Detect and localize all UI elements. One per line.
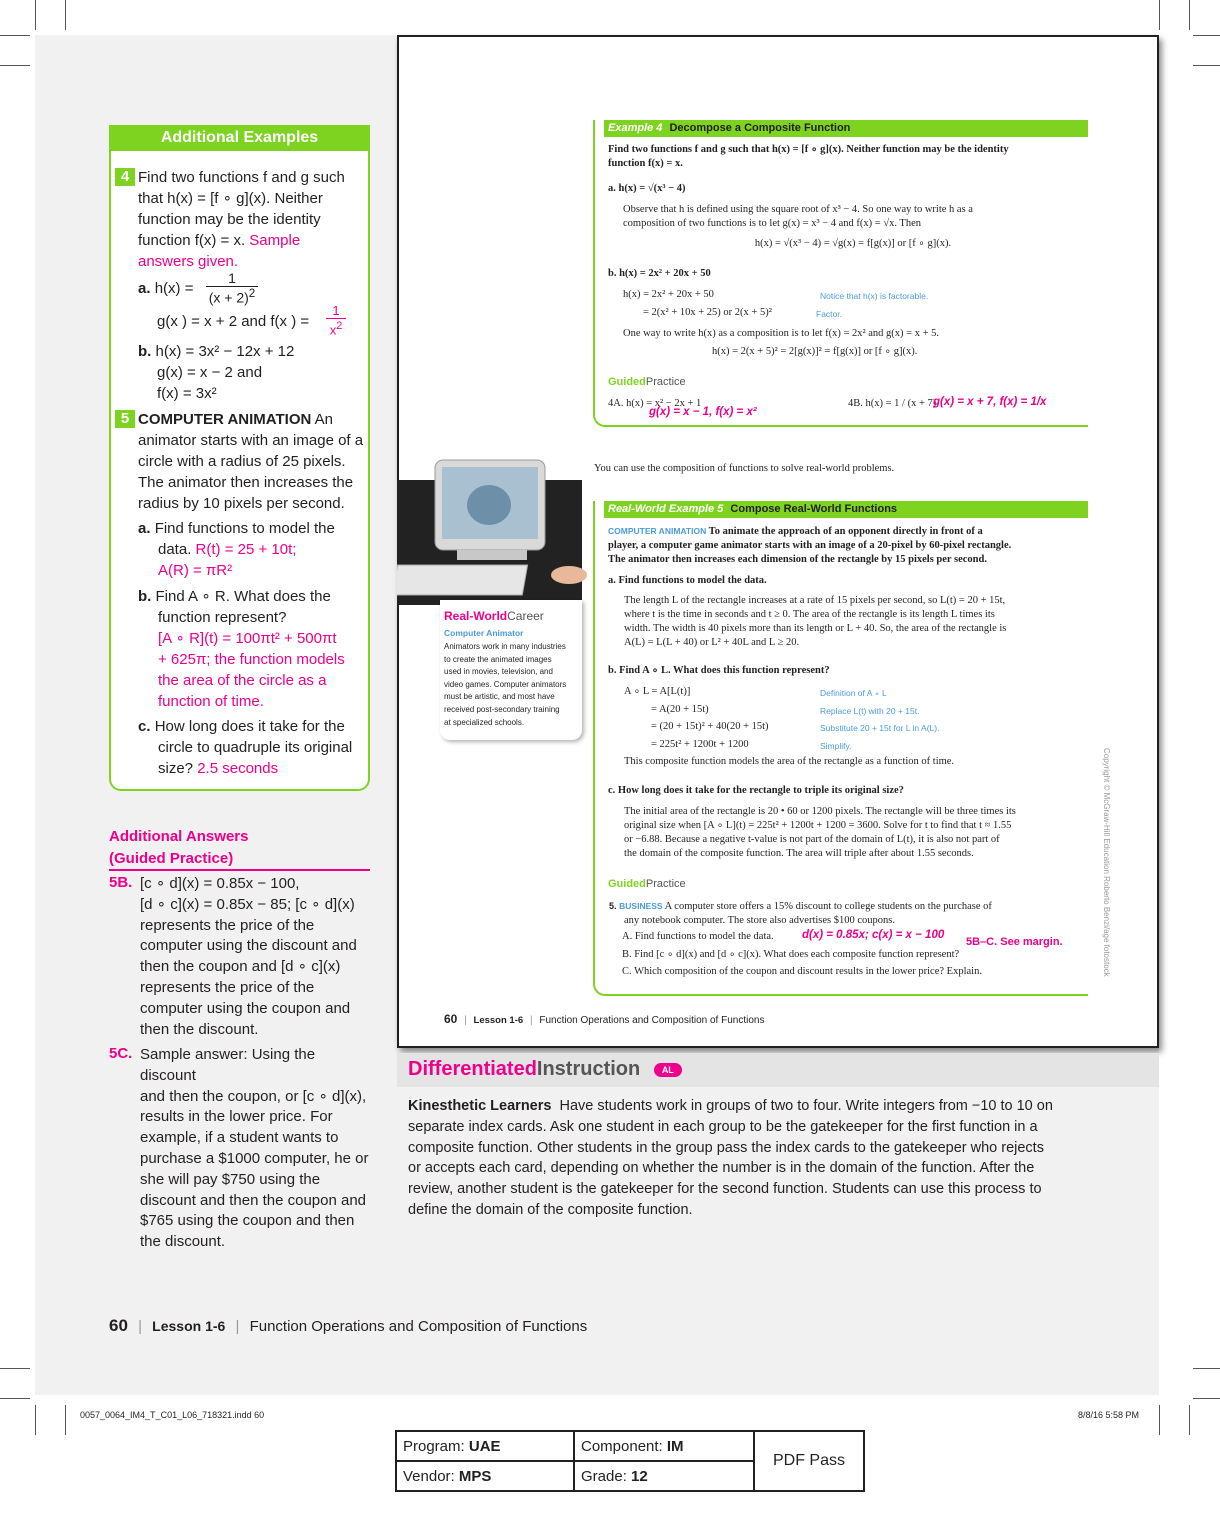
career-title: Real-WorldCareer bbox=[444, 609, 544, 623]
guided-practice-heading: GuidedPractice bbox=[608, 376, 686, 388]
crop-mark bbox=[1159, 0, 1160, 30]
guided-5: 5. BUSINESS A computer store offers a 15% discount to college students on the purchase of any notebook computer. The store also advertises $100 coupons. bbox=[609, 901, 992, 926]
screen-figure bbox=[467, 485, 511, 525]
example-4-prompt: Find two functions f and g such that h(x) = [f ∘ g](x). Neither function may be the identity function f(x) = x. Sample answers given. bbox=[138, 169, 345, 270]
crop-mark bbox=[65, 0, 66, 30]
example-number: 5 bbox=[115, 410, 135, 428]
guided-5a: A. Find functions to model the data. bbox=[622, 931, 774, 942]
crop-mark bbox=[35, 1405, 36, 1435]
part-c-body: The initial area of the rectangle is 20 • 60 or 1200 pixels. The rectangle will be three times its original size when [A ∘ L](t) = 225t² + 1200t + 1200 = 3600. Solve for t to find that t ≈ 1.55 or −6.88. Because a negative t-value is not part of the domain of L(t), it is also not part of the domain of the composite function. The area will triple after about 1.55 seconds. bbox=[624, 806, 1016, 859]
part-a-head: a. h(x) = √(x³ − 4) bbox=[608, 183, 686, 194]
part-b-step2: = 2(x² + 10x + 25) or 2(x + 5)² bbox=[643, 307, 772, 318]
crop-mark bbox=[1189, 1405, 1190, 1435]
crop-mark bbox=[1159, 1405, 1160, 1435]
copyright-vertical: Copyright © McGraw-Hill Education Roberto Benzi/age fotostock bbox=[1102, 748, 1111, 977]
differentiated-instruction-title: DifferentiatedInstruction AL bbox=[408, 1058, 682, 1081]
monitor-base bbox=[457, 550, 527, 560]
career-text: Animators work in many industries to create the animated images used in movies, television, and video games. Computer animators must be artistic, and most have received post-secondary training at specialized schools. bbox=[444, 642, 567, 727]
vendor-cell: Vendor: MPS bbox=[396, 1461, 574, 1491]
part-b-step1: h(x) = 2x² + 20x + 50 bbox=[623, 289, 714, 300]
crop-mark bbox=[0, 65, 30, 66]
component-cell: Component: IM bbox=[574, 1431, 754, 1461]
computer-illustration bbox=[397, 455, 587, 605]
fraction-4a-answer: 1 $x^2$ bbox=[326, 303, 346, 337]
guided-4a-answer: g(x) = x − 1, f(x) = x² bbox=[649, 406, 757, 418]
guided-5c: C. Which composition of the coupon and discount results in the lower price? Explain. bbox=[622, 966, 982, 977]
career-subtitle: Computer Animator bbox=[444, 628, 524, 638]
crop-mark bbox=[1193, 1398, 1220, 1399]
example-4a: a. h(x) = bbox=[138, 280, 194, 297]
see-margin-note: 5B–C. See margin. bbox=[966, 936, 1063, 948]
answer-5c: Sample answer: Using the discount and then the coupon, or [c ∘ d](x), results in the lower price. For example, if a student wants to purchase a $1000 computer, he or she will pay $750 using the discount and then the coupon and $765 using the coupon and then the discount. bbox=[140, 1046, 369, 1251]
page-footer: 60 | Lesson 1-6 | Function Operations and Composition of Functions bbox=[444, 1012, 765, 1026]
guided-4a: 4A. h(x) = x² − 2x + 1 bbox=[608, 398, 702, 409]
guided-5a-answer: d(x) = 0.85x; c(x) = x − 100 bbox=[802, 929, 945, 941]
keyboard bbox=[397, 565, 528, 595]
crop-mark bbox=[1189, 0, 1190, 30]
answer-4a: g(x ) = x + 2 and f(x ) = bbox=[157, 313, 310, 330]
guided-practice-heading: GuidedPractice bbox=[608, 878, 686, 890]
grade-cell: Grade: 12 bbox=[574, 1461, 754, 1491]
crop-mark bbox=[1193, 65, 1220, 66]
answer-5b: [c ∘ d](x) = 0.85x − 100, [d ∘ c](x) = 0.85x − 85; [c ∘ d](x) represents the price of the computer using the discount and then the coupon and [d ∘ c](x) represents the price of the computer using the coupon and then the discount. bbox=[140, 875, 357, 1038]
crop-mark bbox=[0, 35, 30, 36]
step: = A(20 + 15t) bbox=[651, 704, 709, 715]
example-4-bar: Example 4 Decompose a Composite Function bbox=[604, 120, 1088, 137]
answer-5b-label: 5B. bbox=[109, 874, 133, 891]
crop-mark bbox=[35, 0, 36, 30]
status-cell: PDF Pass bbox=[754, 1431, 864, 1491]
part-c-head: c. How long does it take for the rectangle to triple its original size? bbox=[608, 785, 904, 796]
step-note: Factor. bbox=[816, 309, 842, 319]
page-footer: 60 | Lesson 1-6 | Function Operations and Composition of Functions bbox=[109, 1316, 588, 1335]
file-date: 8/8/16 5:58 PM bbox=[1078, 1410, 1140, 1420]
step-note: Simplify. bbox=[820, 741, 852, 751]
example-4-prompt: Find two functions f and g such that h(x) = [f ∘ g](x). Neither function may be the identity function f(x) = x. bbox=[608, 144, 1009, 169]
part-b-head: b. Find A ∘ L. What does this function represent? bbox=[608, 665, 830, 676]
answer-4b: g(x) = x − 2 and f(x) = 3x² bbox=[157, 364, 263, 402]
differentiated-instruction-body: Kinesthetic Learners Have students work in groups of two to four. Write integers from −10 to 10 on separate index cards. Ask one student in each group to be the gatekeeper for the first function in a composite function. Other students in the group pass the index cards to the gatekeeper who rejects or accepts each card, depending on whether the number is in the domain of the function. After the review, another student is the gatekeeper for the second function. Students can use this process to define the domain of the composite function. bbox=[408, 1098, 1053, 1218]
part-a-head: a. Find functions to model the data. bbox=[608, 575, 767, 586]
additional-answers-title: Additional Answers (Guided Practice) bbox=[109, 828, 249, 867]
step: = 225t² + 1200t + 1200 bbox=[651, 739, 749, 750]
crop-mark bbox=[0, 1368, 30, 1369]
guided-4b-answer: g(x) = x + 7, f(x) = 1/x bbox=[933, 396, 1047, 408]
step: = (20 + 15t)² + 40(20 + 15t) bbox=[651, 721, 769, 732]
step-note: Notice that h(x) is factorable. bbox=[820, 291, 929, 301]
guided-4b: 4B. h(x) = 1 / (x + 7) bbox=[848, 398, 937, 409]
fraction-4a: 1 $(x + 2)^2$ bbox=[206, 270, 258, 306]
part-b-step3: One way to write h(x) as a composition is to let f(x) = 2x² and g(x) = x + 5. bbox=[623, 328, 940, 339]
step-note: Definition of A ∘ L bbox=[820, 688, 887, 698]
crop-mark bbox=[1193, 35, 1220, 36]
crop-mark bbox=[0, 1398, 30, 1399]
file-name: 0057_0064_IM4_T_C01_L06_718321.indd 60 bbox=[80, 1410, 265, 1420]
step-conclusion: This composite function models the area of the rectangle as a function of time. bbox=[624, 756, 955, 767]
production-slug-table bbox=[395, 1430, 865, 1492]
part-b-step4: h(x) = 2(x + 5)² = 2[g(x)]² = f[g(x)] or [f ∘ g](x). bbox=[712, 346, 918, 357]
crop-mark bbox=[1193, 1368, 1220, 1369]
step-note: Replace L(t) with 20 + 15t. bbox=[820, 706, 920, 716]
bridge-text: You can use the composition of functions to solve real-world problems. bbox=[594, 463, 895, 474]
example-5-prompt: COMPUTER ANIMATION To animate the approach of an opponent directly in front of a player, a computer game animator starts with an image of a 20-pixel by 60-pixel rectangle. The animator then increases each dimension of the rectangle by 15 pixels per second. bbox=[608, 526, 1012, 565]
example-5b: b. Find A ∘ R. What does the function represent? [A ∘ R](t) = 100πt² + 500πt + 625π; the function models the area of the circle as a function of time. bbox=[138, 588, 345, 710]
example-5a: a. Find functions to model the data. R(t) = 25 + 10t; A(R) = πR² bbox=[138, 520, 335, 579]
guided-5b: B. Find [c ∘ d](x) and [d ∘ c](x). What does each composite function represent? bbox=[622, 949, 960, 960]
crop-mark bbox=[65, 1405, 66, 1435]
example-4b: b. h(x) = 3x² − 12x + 12 bbox=[138, 343, 295, 360]
example-5-prompt: COMPUTER ANIMATION An animator starts with an image of a circle with a radius of 25 pixels. The animator then increases the radius by 10 pixels per second. bbox=[138, 411, 364, 512]
level-badge: AL bbox=[654, 1063, 682, 1077]
step-note: Substitute 20 + 15t for L in A(L). bbox=[820, 723, 940, 733]
part-a-body: Observe that h is defined using the square root of x³ − 4. So one way to write h as a composition of two functions is to let g(x) = x³ − 4 and f(x) = √x. Then h(x) = √(x³ − 4) = √g(x) = f[g(x)] or [f ∘ g](x). bbox=[623, 204, 973, 249]
part-b-head: b. h(x) = 2x² + 20x + 50 bbox=[608, 268, 711, 279]
answer-5c-label: 5C. bbox=[109, 1045, 133, 1062]
program-cell: Program: UAE bbox=[396, 1431, 574, 1461]
divider bbox=[109, 869, 370, 871]
additional-examples-title: Additional Examples bbox=[109, 125, 370, 151]
part-a-body: The length L of the rectangle increases at a rate of 15 pixels per second, so L(t) = 20 + 15t, where t is the time in seconds and t ≥ 0. The area of the rectangle is its length L times its width. The width is 40 pixels more than its length or L + 40. So, the area of the rectangle is A(L) = L(L + 40) or L² + 40L and L ≥ 20. bbox=[624, 595, 1007, 648]
example-5c: c. How long does it take for the circle to quadruple its original size? 2.5 seconds bbox=[138, 718, 353, 777]
example-5-bar: Real-World Example 5 Compose Real-World Functions bbox=[604, 501, 1088, 518]
hand bbox=[551, 566, 587, 584]
step: A ∘ L = A[L(t)] bbox=[624, 686, 691, 697]
example-number: 4 bbox=[115, 168, 135, 186]
